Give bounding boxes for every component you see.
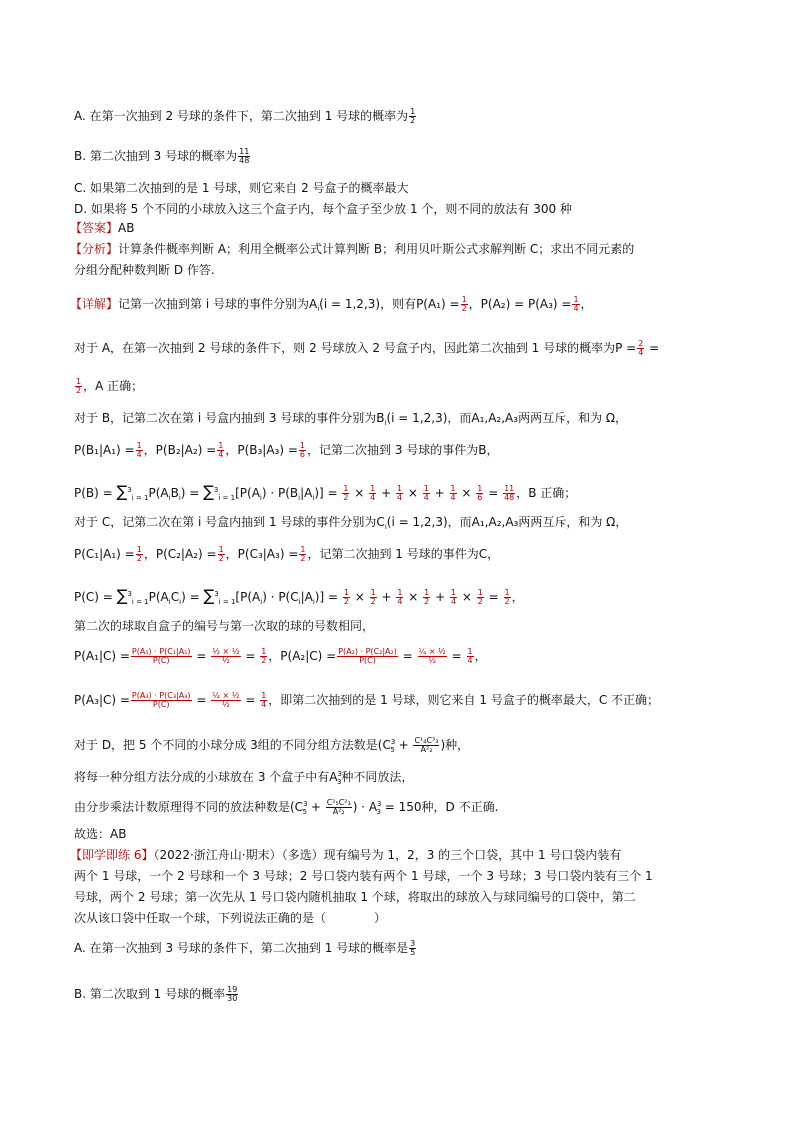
detail-b-line-1: 对于 B，记第二次在第 i 号盒内抽到 3 号球的事件分别为$B_i(i = 1,2,3)$，而A₁,A₂,A₃两两互斥，和为 Ω， <box>74 411 628 427</box>
detail-d-line-1: 对于 D，把 5 个不同的小球分成 3组的不同分组方法数是($C^3_5$ + $\frac{\text{C¹₄C³₃}}{\text{A²₂}}$ )种， <box>74 736 470 754</box>
practice-option-a-text: A. 在第一次抽到 3 号球的条件下，第二次抽到 1 号球的概率是 <box>74 941 409 955</box>
detail-c-line-1: 对于 C，记第二次在第 i 号盒内抽到 1 号球的事件分别为$C_i(i = 1,2,3)$，而A₁,A₂,A₃两两互斥，和为 Ω， <box>74 515 628 531</box>
fraction: $\frac{11}{48}$ <box>239 147 250 165</box>
detail-final: 故选：AB <box>74 827 127 841</box>
analysis-line-2: 分组分配种数判断 D 作答. <box>74 263 215 277</box>
practice-line-2: 两个 1 号球，一个 2 号球和一个 3 号球；2 号口袋内装有两个 1 号球，一个 3 号球；3 号口袋内装有三个 1 <box>74 869 653 883</box>
detail-d-line-2: 将每一种分组方法分成的小球放在 3 个盒子中有$A^3_3$种不同放法， <box>74 770 414 786</box>
detail-c-line-2: P(C₁|A₁) = $\frac{1}{2}$ ，P(C₂|A₂) = $\frac{1}{2}$ ，P(C₃|A₃) = $\frac{1}{2}$ ，记第二次抽到 1 号球的事件为C， <box>74 545 500 563</box>
detail-c-line-5: P(A₁|C) = $\frac{\text{P(A₁) · P(C₁|A₁)}}{P(C)}$ = $\frac{\text{½ × ½}}{\text{½}}$ = $\frac{1}{2}$ ，P(A₂|C) = $\frac{\text{P(A₂) · P(C₂|A₂)}}{P(C)}$ = $\frac{\text{¼ × ½}}{\text{½}}$ = $\frac{1}{4}$ ， <box>74 647 487 665</box>
fraction: $\frac{3}{5}$ <box>410 939 416 957</box>
option-a-text: A. 在第一次抽到 2 号球的条件下，第二次抽到 1 号球的概率为 <box>74 109 409 123</box>
answer-tag: 【答案】 <box>70 221 119 235</box>
analysis-line-1: 【分析】计算条件概率判断 A；利用全概率公式计算判断 B；利用贝叶斯公式求解判断 C；求出不同元素的 <box>70 242 635 256</box>
analysis-tag: 【分析】 <box>70 242 119 256</box>
practice-option-b-text: B. 第二次取到 1 号球的概率 <box>74 987 226 1001</box>
practice-line-1: 【即学即练 6】（2022·浙江舟山·期末）（多选）现有编号为 1，2，3 的三个口袋，其中 1 号口袋内装有 <box>70 848 622 862</box>
detail-c-line-4: 第二次的球取自盒子的编号与第一次取的球的号数相同， <box>74 619 375 633</box>
practice-line-3: 号球，两个 2 号球；第一次先从 1 号口袋内随机抽取 1 个球，将取出的球放入与球同编号的口袋中，第二 <box>74 890 636 904</box>
option-a <box>74 108 417 125</box>
fraction: $\frac{19}{30}$ <box>227 985 238 1003</box>
detail-a-line-1: 对于 A，在第一次抽到 2 号球的条件下，则 2 号球放入 2 号盒子内，因此第二次抽到 1 号球的概率为P = $\frac{2}{4}$ = <box>74 339 660 357</box>
detail-c-line-6: P(A₃|C) = $\frac{\text{P(A₃) · P(C₃|A₃)}}{P(C)}$ = $\frac{\text{¼ × ½}}{\text{½}}$ = $\frac{1}{4}$ ，即第二次抽到的是 1 号球，则它来自 1 号盒子的概率最大，C 不正确； <box>74 691 660 709</box>
answer-line <box>70 220 134 236</box>
practice-option-b <box>74 986 239 1003</box>
detail-d-line-3: 由分步乘法计数原理得不同的放法种数是($C^3_5$ + $\frac{\text{C²₅C²₃}}{\text{A²₂}}$ ) · $A^3_3 = 150$种，D 不正确. <box>74 798 499 816</box>
practice-line-4: 次从该口袋中任取一个球，下列说法正确的是（ ） <box>74 911 387 925</box>
detail-tag: 【详解】 <box>70 297 119 311</box>
answer-value: AB <box>118 221 135 235</box>
option-d: D. 如果将 5 个不同的小球放入这三个盒子内，每个盒子至少放 1 个，则不同的放法有 300 种 <box>74 202 572 216</box>
option-c: C. 如果第二次抽到的是 1 号球，则它来自 2 号盒子的概率最大 <box>74 181 409 195</box>
detail-line-1: 【详解】记第一次抽到第 i 号球的事件分别为$A_i(i = 1,2,3)$，则有P(A₁) = $\frac{1}{2}$ ，P(A₂) = P(A₃) = $\frac{1}{4}$ ， <box>70 295 593 313</box>
practice-tag: 【即学即练 6】 <box>70 848 154 862</box>
detail-b-line-2: P(B₁|A₁) = $\frac{1}{4}$ ，P(B₂|A₂) = $\frac{1}{4}$ ，P(B₃|A₃) = $\frac{1}{6}$ ，记第二次抽到 3 号球的事件为B， <box>74 441 499 459</box>
detail-a-line-2: $\frac{1}{2}$ ，A 正确； <box>76 377 144 395</box>
option-b <box>74 148 251 165</box>
detail-c-line-3: $P(C) = \sum^3_{i = 1}P(A_iC_i) = \sum^3_{i = 1}[P(A_i) \cdot P(C_i|A_i)]$ = $\frac{1}{2}$ × $\frac{1}{2}$ + $\frac{1}{4}$ × $\frac{1}{2}$ + $\frac{1}{4}$ × $\frac{1}{2}$ = $\frac{1}{2}$ ， <box>74 586 524 606</box>
practice-option-a <box>74 940 417 957</box>
fraction: $\frac{1}{2}$ <box>410 107 416 125</box>
detail-b-line-3: $P(B) = \sum^3_{i = 1}P(A_iB_i) = \sum^3_{i = 1}[P(A_i) \cdot P(B_i|A_i)]$ = $\frac{1}{2}$ × $\frac{1}{4}$ + $\frac{1}{4}$ × $\frac{1}{4}$ + $\frac{1}{4}$ × $\frac{1}{6}$ = $\frac{11}{48}$ ，B 正确； <box>74 482 577 502</box>
option-b-text: B. 第二次抽到 3 号球的概率为 <box>74 149 238 163</box>
